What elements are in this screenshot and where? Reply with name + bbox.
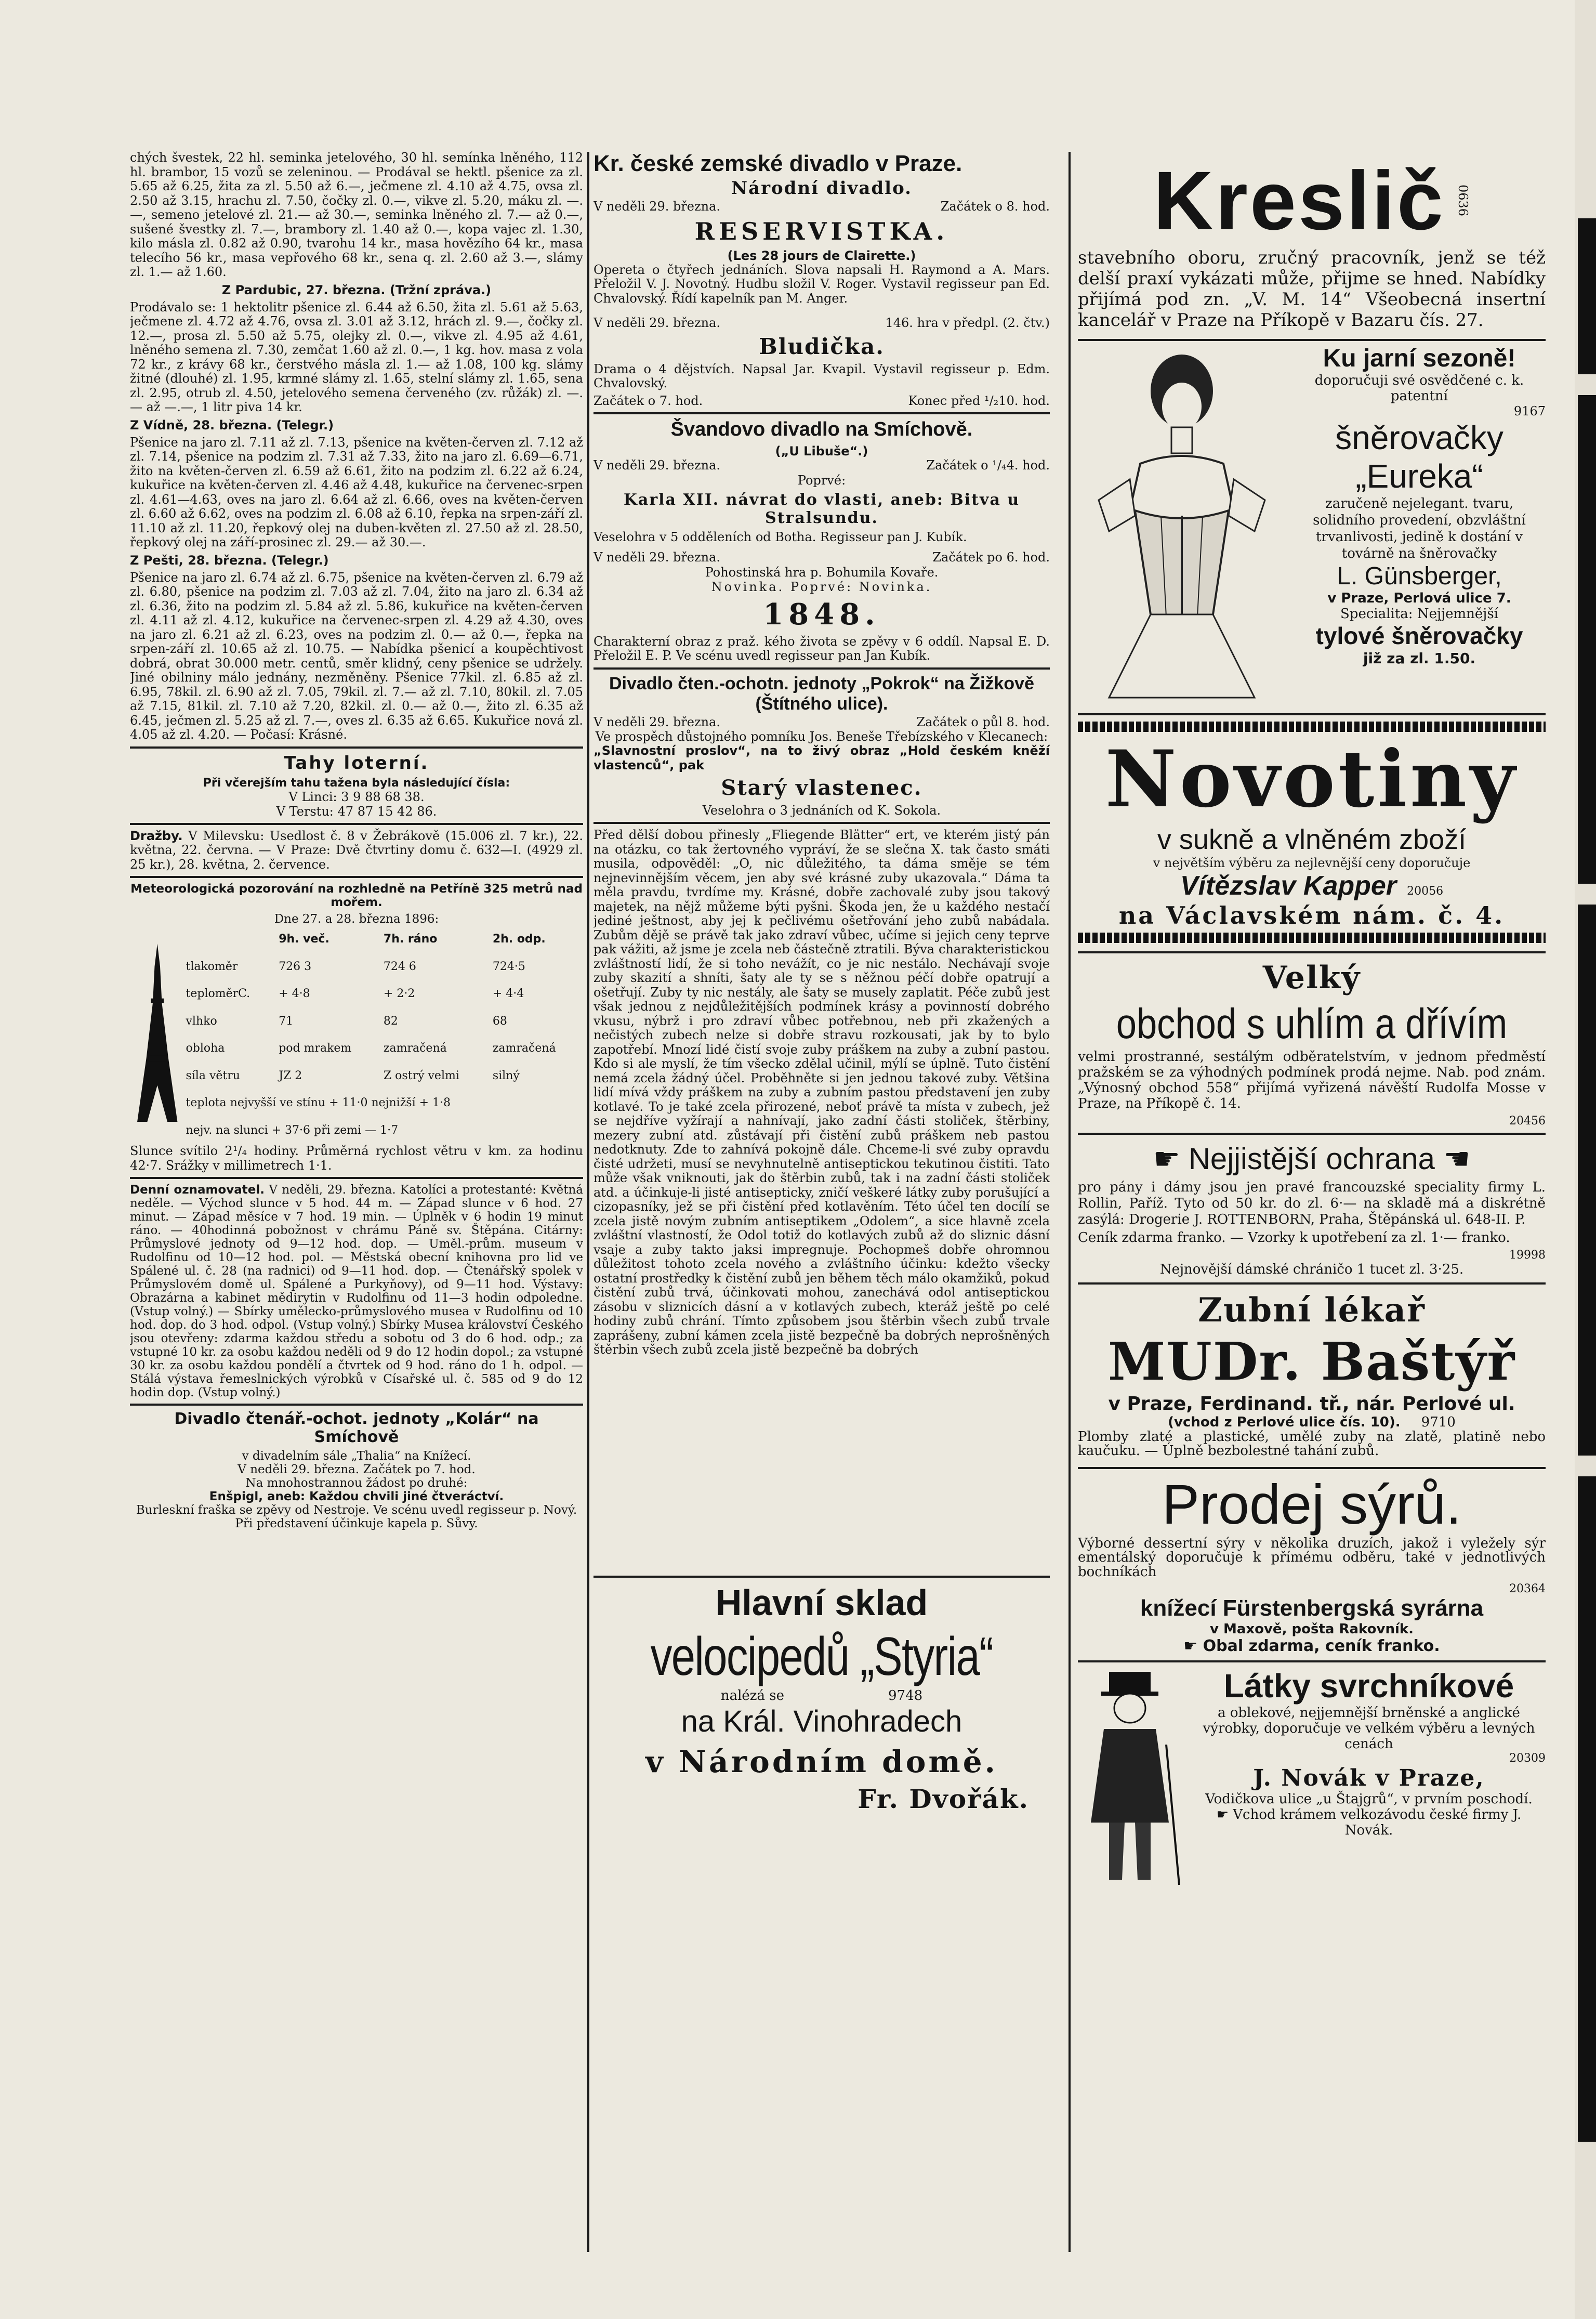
dentist-address: v Praze, Ferdinand. tř., nár. Perlové ul.	[1108, 1393, 1515, 1414]
pardubice-heading: Z Pardubic, 27. března. (Tržní zpráva.)	[221, 282, 492, 297]
pointing-hand-icon: ☛	[1183, 1637, 1198, 1655]
lottery-intro: Při včerejším tahu tažena byla následující čísla:	[203, 776, 510, 790]
ochrana-label: Nejjistější ochrana	[1189, 1142, 1435, 1176]
meteo-col: 2h. odp.	[492, 933, 546, 946]
section-rule	[593, 822, 1050, 824]
svandovo-row: V neděli 29. března. Začátek o ¹/₄4. hod.	[593, 458, 1050, 473]
corset-illustration-icon	[1078, 344, 1286, 708]
dentist-title: Zubní lékař	[1198, 1290, 1426, 1330]
cheese-number: 20364	[1509, 1582, 1546, 1595]
kreslic-title: Kreslič	[1153, 154, 1445, 247]
rollin-ad	[1078, 1135, 1546, 1285]
dentist-text: Plomby zlaté a plastické, umělé zuby na zlatě, platině nebo kaučuku. — Úplně bezbolestné tahání zubů.	[1078, 1429, 1546, 1459]
corsets-title: šněrovačky	[1335, 419, 1503, 456]
price-line: již za zl. 1.50.	[1363, 650, 1476, 667]
section-rule	[593, 1576, 1050, 1578]
ochrana-novelty: Nejnovější dámské chráničo 1 tucet zl. 3·25.	[1159, 1261, 1464, 1277]
cheese-text: Výborné dessertní sýry v několika druzích, jakož i vyležely sýr ementálský doporučuje k přímému odběru, také v jednotlivých bochníkách	[1078, 1535, 1546, 1580]
kreslic-ad	[1078, 151, 1546, 341]
theatre-title: Kr. české zemské divadlo v Praze.	[593, 151, 962, 176]
national-theatre: Národní divadlo.	[731, 178, 913, 199]
vinohrady-row: V neděli 29. března. 146. hra v předpl. (2. čtv.)	[593, 316, 1050, 330]
adjacent-page-strip	[1578, 218, 1596, 2142]
play-1848-text: Charakterní obraz z praž. kého života se zpěvy v 6 oddíl. Napsal E. D. Přeložil E. P. Ve scénu uvedl regisseur pan Jan Kubík.	[593, 634, 1050, 663]
market-report: chých švestek, 22 hl. seminka jetelového, 30 hl. semínka lněného, 112 hl. brambor, 15 vozů se zeleninou. — Prodával se hektl. pšenice za zl. 5.65 až 6.25, žita za zl. 5.50 až 6.—, ječmene zl. 4.10 až 4.75, ovsa zl. 2.50 až 3.15, hrachu zl. 7.50, čočky zl. 0.—, vikve zl. 5.20, máku zl. —.—, semeno jetelové zl. 21.— až 30.—, seminka lněného zl. 7.— až 0.—, sušené švestky zl. 7.—, brambory zl. 1.40 až 0.—, kopa vajec zl. 1.30, kilo másla zl. 0.82 až 0.90, tvarohu 14 kr., masa hovězího 64 kr., masa telecího 56 kr., masa vepřového 68 kr., sena q. zl. 2.60 až 3.—, slámy zl. 1.— až 1.60.	[130, 151, 583, 279]
stary-title: Starý vlastenec.	[721, 776, 922, 800]
pointing-hand-icon: ☛	[1216, 1807, 1229, 1823]
column-rule	[1069, 152, 1071, 2252]
ochrana-cenik: Ceník zdarma franko. — Vzorky k upotřebení za zl. 1·— franko.	[1078, 1230, 1510, 1246]
bludicka-text: Drama o 4 dějstvích. Napsal Jar. Kvapil. Vystavil regisseur p. Edm. Chvalovský.	[593, 361, 1050, 390]
section-rule	[130, 746, 583, 749]
national-row: V neděli 29. března. Začátek o 8. hod.	[593, 199, 1050, 214]
cheese-note: ☛ Obal zdarma, ceník franko.	[1183, 1637, 1440, 1655]
svandovo-subtitle: („U Libuše“.)	[775, 444, 868, 458]
gunsberger-name: L. Günsberger,	[1337, 562, 1502, 590]
coal-ad	[1078, 953, 1546, 1135]
kolar-line: Burleskní fraška se zpěvy od Nestroje. Ve scénu uvedl regisseur p. Nový.	[136, 1503, 577, 1517]
decor-bar	[1078, 722, 1546, 732]
novak-entrance: ☛ Vchod krámem velkozávodu české firmy J. Novák.	[1216, 1807, 1522, 1838]
section-rule	[130, 823, 583, 825]
kapper-address: na Václavském nám. č. 4.	[1118, 901, 1505, 929]
bludicka-title: Bludička.	[759, 333, 885, 359]
lottery-linz: V Linci: 3 9 88 68 38.	[288, 789, 425, 804]
eureka-text: zaručeně nejelegant. tvaru, solidního provedení, obzvláštní trvanlivosti, jedině k dostání v továrně na šněrovačky	[1313, 496, 1526, 561]
ochrana-number: 19998	[1509, 1248, 1546, 1262]
kolar-line: Při představení účinkuje kapela p. Sůvy.	[235, 1517, 478, 1530]
meteo-block	[130, 926, 583, 1144]
gentleman-figure-icon	[1078, 1667, 1187, 1890]
meteo-row: obloha pod mrakem zamračená zamračená	[186, 1042, 556, 1055]
tulle-corsets: tylové šněrovačky	[1315, 622, 1523, 649]
novak-address: Vodičkova ulice „u Štajgrů“, v prvním poschodí.	[1205, 1791, 1533, 1807]
kolar-line: V neděli 29. března. Začátek po 7. hod.	[238, 1463, 476, 1476]
latky-text: a oblekové, nejjemnější brněnské a anglické výrobky, doporučuje ve velkém výběru a levných cenách	[1203, 1705, 1535, 1752]
column-2	[593, 151, 1050, 2256]
guest-text: Pohostinská hra p. Bohumila Kovaře.	[705, 565, 939, 580]
meteo-table	[184, 926, 583, 1144]
novotiny-sub: v sukně a vlněném zboží	[1157, 824, 1467, 855]
vienna-heading: Z Vídně, 28. března. (Telegr.)	[130, 417, 334, 433]
velky-title: Velký	[1262, 960, 1361, 996]
stary-text: Veselohra o 3 jednáních od K. Sokola.	[702, 803, 941, 818]
section-rule	[130, 876, 583, 878]
pest-report: Pšenice na jaro zl. 6.74 až zl. 6.75, pšenice na květen-červen zl. 6.79 až zl. 6.80, pšenice na podzim zl. 7.03 až zl. 7.04, žito na jaro zl. 6.34 až zl. 6.36, žito na podzim zl. 5.84 až zl. 5.86, kukuřice na květen-červen zl. 4.11 až zl. 4.12, kukuřice na červenec-srpen zl. 4.29 až 4.30, oves na jaro zl. 6.21 až zl. 6.23, oves na podzim zl. 0.— až 0.—, řepka na srpen-září zl. 10.65 až zl. 10.75. — Nabídka pšenicí a koupěchtivost dobrá, obrat 30.000 metr. centů, směr klidný, ceny pšenice se udržely. Jiné obilniny málo jednány, nezměněny. Pšenice 77kil. zl. 6.85 až zl. 6.95, 78kil. zl. 6.90 až zl. 7.05, 79kil. zl. 7.— až zl. 7.10, 80kil. zl. 7.05 až 7.15, 81kil. zl. 7.10 až 7.20, 82kil. zl. 0.— až 0.—, žito zl. 6.35 až 6.45, ječmen zl. 5.25 až zl. 7.—, oves zl. 6.35 až 6.65. Kukuřice nová zl. 4.05 až zl. 4.20. — Počasí: Krásné.	[130, 570, 583, 742]
dentist-ad	[1078, 1285, 1546, 1469]
dentist-name: MUDr. Baštýř	[1107, 1330, 1516, 1392]
styria-row: nalézá se 9748	[720, 1688, 923, 1704]
odol-article: Před dělší dobou přinesly „Fliegende Blätter“ ert, ve kterém jistý pán na otázku, co tak žertovného vypráví, že se slečna X. tak často smáti musila, odpověděl: „O, nic důležitého, ta dáma směje se tém nejnevinnějším věcem, jen aby své krásné zuby ukazovala.“ Dáma ta měla pravdu, tvrdíme my. Krásné, dobře zachovalé zuby jsou takový majetek, na nějž můžeme býti pyšni. Škoda jen, že u každého nestačí jediné ještnost, aby jej k pečlivému ošetřování jeho zubů nabádala. Zubům dějě se právě tak jako zdraví vůbec, učíme si jejich ceny teprve pak vážiti, až jsme je zcela neb částečně ztratili. Býva charakteristickou zvláštností lidí, že si toho nevážít, co je nic nestálo. Nechávají svoje zuby skazití a shníti, šaty ale ty se s něžnou péčí dobře opatrují a ošetřují. Zuby ty nic nestály, ale šaty se musely zaplatit. Péče zubů jest však jednou z nejdůležitějších podmínek krásy a povinností dobrého vkusu, nýbrž i pro zdraví vůbec potřebnou, neb při zkažených a nečistých zubech nelze si dobře stravu rozkousati, jak by to bylo zapotřebí. Mnozí lidé čistí svoje zuby práškem na zuby a zubní pastou. Kdo si ale myslí, že tím všecko zdělal učinil, mýlí se úplně. Tuto čistění nemá zcela žádný účel. Proběhněte si jen jednou takové zuby. Většina lidí mívá vždy práškem na zuby a zubním pastou představení jen zuby kotlavé. To je také zcela přirozené, neboť právě ta místa v zubech, jež se nejdříve vyžírají a nahnívají, jako zadní části stoliček, štěrbiny, mezery zubní atd. zůstávají při čistění zubů práškem neb pastou nedotknuty. Zde to zahnívá pokojně dále. Chceme-li své zuby opravdu čisté udržeti, musí se nevyhnutelně antiseptickou tekutinou čistiti. Tato může však vniknouti, jak do štěrbin zubů, tak i na zadní části stoliček atd. a účinkuje-li jisté antisepticky, zničí veškeré látky zuby porušující a cizopasníky, jež se při čistění před kotlavěním. Této účel ten docílí se zcela jistě novým zubním antiseptikem „Odolem“, a sice hlavně zcela zvláštní vlastností, že Odol totiž do kotlavých zubů až do sliznic dásní vsaje a zuby takto jaksi impregnuje. Pochopmeš dobře ohromnou důležitost tohoto zcela nového a zvláštního účinku: kdežto všecky ostatní prostředky k čistění zubů jen během těch málo okamžiků, pokud čistění zubů trvá, účinkovati mohou, zanechává odol antiseptickou zásobu v sliznicích dásní a v kotlavých zubech, kteráž ještě po celé hodiny zubů chrání. Tímto způsobem jsou štěrbin všech zubů trvale zaprášeny, zubní kámen zcela jistě bezpečně ba dobrých neprošněných štěrbin všech zubů zcela jistě bezpečně ba dobrých	[593, 828, 1050, 1357]
kolar-line: v divadelním sále „Thalia“ na Knížecí.	[242, 1449, 471, 1463]
dentist-number: 9710	[1421, 1414, 1456, 1430]
narodni-dum-line: v Národním domě.	[645, 1744, 998, 1779]
novotiny-ad	[1078, 715, 1546, 953]
cheese-dairy: knížecí Fürstenbergská syrárna	[1140, 1595, 1484, 1621]
pest-heading: Z Pešti, 28. března. (Telegr.)	[130, 553, 329, 568]
section-rule	[130, 1177, 583, 1179]
pardubice-report: Prodávalo se: 1 hektolitr pšenice zl. 6.44 až 6.50, žita zl. 5.61 až 5.63, ječmene zl. 4.72 až 4.76, ovsa zl. 3.01 až 3.12, hrách zl. 9.—, čočky zl. 12.—, prosa zl. 5.50 až 5.75, olejky zl. 0.—, vikve zl. 4.95 až 4.61, lněného semena zl. 7.30, zemčat 1.60 až zl. 0.—, 1 kg. hov. masa z vola 72 kr., z krávy 68 kr., čerstvého másla zl. 1.— až 1.08, 100 kg. slámy žitné (dlouhé) zl. 1.95, krmné slámy zl. 1.65, stelní slámy zl. 1.65, sena zl. 2.95, otrub zl. 4.50, jetelového semena červeného (zv. růžák) zl. —.— až —.—, 1 litr piva 14 kr.	[130, 299, 583, 414]
auction-text: V Milevsku: Usedlost č. 8 v Žebrákově (15.006 zl. 7 kr.), 22. května, 22. června. — V Praze: Dvě čtvrtiny domu č. 632—I. (4929 zl. 25 kr.), 28. května, 2. července.	[130, 828, 583, 872]
hlavni-sklad-title: Hlavní sklad	[715, 1582, 928, 1623]
eureka-number: 9167	[1513, 404, 1546, 418]
reservistka-text: Opereta o čtyřech jednáních. Slova napsali H. Raymond a A. Mars. Přeložil V. J. Novotný. Hudbu složil V. Roger. Vystavil regisseur pan Ed. Chvalovský. Řídí kapelník pan M. Anger.	[593, 262, 1050, 306]
pointing-hand-icon: ☛	[1153, 1142, 1180, 1176]
daily-text: V neděli, 29. března. Katolíci a protestanté: Květná neděle. — Východ slunce v 5 hod. 44 m. — Západ slunce v 6 hod. 27 minut. — Západ měsíce v 7 hod. 19 min. — Úplněk v 6 hodin 19 minut ráno. — 40hodinná pobožnost v chrámu Páně sv. Štěpána. Citárny: Průmyslové jednoty od 9—12 hod. dop. — Uměl.-prům. museum v Rudolfinu od 10—12 hod. pol. — Městská obecní knihovna pro lid ve Spálené ul. č. 28 (na radnici) od 9—11 hod. dop. — Čtenářský spolek v Průmyslovém domě ul. Spálené a Purkyňovy), od 9—11 hod. Výstavy: Obrazárna a kabinet mědirytin v Rudolfinu od 11—3 hodin odpoledne. (Vstup volný.) — Sbírky umělecko-průmyslového musea v Rudolfinu od 10 hod. dop. do 3 hod. odpol. (Vstup volný.) Sbírky Musea království Českého jsou otevřeny: zdarma každou středu a sobotu od 3 do 6 hod. odp.; za vstupné 10 kr. za osobu každou neděli od 9 do 12 hodin dopol.; za vstupné 30 kr. za osobu každou pondělí a čtvrtek od 9 hod. ráno do 1 h. odpol. — Stálá výstava řemeslnických výrobků v Císařské ul. č. 585 od 9 do 12 hodin dop. (Vstup volný.)	[130, 1183, 583, 1399]
strip-gap	[1578, 374, 1596, 395]
meteo-col: 7h. ráno	[383, 933, 438, 946]
pokrok-title: Divadlo čten.-ochotn. jednoty „Pokrok“ na Žižkově (Štítného ulice).	[609, 673, 1034, 714]
novinka-line: Novinka. Poprvé: Novinka.	[711, 579, 932, 594]
pokrok-prolog: „Slavnostní proslov“, na to živý obraz „Hold českém kněží vlastenců“, pak	[593, 743, 1050, 772]
coal-text: velmi prostranné, sestálým odběratelstvím, v jednom předměstí pražském se za výhodných podmínek prodá nejme. Nab. pod znám. „Výnosný obchod 558“ přijímá vyřizená návěští Rudolfa Mosse v Praze, na Příkopě č. 14.	[1078, 1049, 1546, 1111]
gunsberger-address: v Praze, Perlová ulice 7.	[1327, 591, 1511, 606]
karla-text: Veselohra v 5 odděleních od Botha. Regisseur pan J. Kubík.	[593, 529, 967, 544]
section-rule	[130, 1404, 583, 1406]
petrin-tower-icon	[130, 926, 184, 1144]
guest-row: V neděli 29. března. Začátek po 6. hod.	[593, 550, 1050, 565]
latky-number: 20309	[1509, 1752, 1546, 1765]
eureka-ad	[1078, 341, 1546, 715]
meteo-row: tlakoměr 726 3 724 6 724·5	[186, 960, 525, 973]
cheese-address: v Maxově, pošta Rakovník.	[1209, 1621, 1414, 1637]
section-rule	[593, 412, 1050, 414]
kapper-name: Vítězslav Kapper	[1180, 871, 1397, 901]
ochrana-title	[1078, 1141, 1546, 1176]
column-rule	[587, 152, 589, 2252]
styria-title: velocipedů „Styria“	[650, 1627, 993, 1687]
meteo-col: 9h. več.	[279, 933, 329, 946]
vienna-report: Pšenice na jaro zl. 7.11 až zl. 7.13, pšenice na květen-červen zl. 7.12 až zl. 7.14, pšenice na podzim zl. 7.31 až 7.33, žito na jaro zl. 6.69—6.71, žito na květen-červen zl. 6.59 až 6.61, žito na podzim zl. 6.22 až 6.24, kukuřice na květen-červen zl. 4.46 až 4.48, kukuřice na červenec-srpen zl. 4.61—4.63, oves na jaro zl. 6.64 až zl. 6.66, oves na květen-červen zl. 6.60 až 6.62, oves na podzim zl. 6.08 až 6.10, řepka na srpen-září zl. 11.10 až zl. 11.20, řepkový olej na duben-květen zl. 27.50 až zl. 28.50, řepkový olej na září-prosinec zl. 29.— až 30.—.	[130, 435, 583, 549]
novak-name: J. Novák v Praze,	[1253, 1765, 1485, 1791]
latky-title: Látky svrchníkové	[1223, 1667, 1514, 1705]
decor-bar	[1078, 933, 1546, 943]
novotiny-title: Novotiny	[1105, 733, 1519, 825]
kreslic-text: stavebního oboru, zručný pracovník, jenž se též delší praxí vykázati může, přijme se hned. Nabídky přijímá pod zn. „V. M. 14“ Všeobecná insertní kancelář v Praze na Příkopě v Bazaru čís. 27.	[1078, 247, 1546, 331]
karla-title: Karla XII. návrat do vlasti, aneb: Bitva u Stralsundu.	[623, 490, 1020, 527]
column-1	[130, 151, 583, 2256]
pointing-hand-icon: ☚	[1443, 1142, 1471, 1176]
bludicka-times: Začátek o 7. hod. Konec před ¹/₂10. hod.	[593, 393, 1050, 408]
meteo-date: Dne 27. a 28. března 1896:	[274, 912, 439, 926]
spring-season-title: Ku jarní sezoně!	[1323, 345, 1516, 372]
first-time-label: Poprvé:	[797, 473, 846, 488]
section-rule	[593, 667, 1050, 670]
kolar-line: Enšpigl, aneb: Každou chvili jiné čtveráctví.	[209, 1490, 504, 1503]
lottery-title: Tahy loterní.	[284, 752, 429, 774]
kolar-heading: Divadlo čtenář.-ochot. jednoty „Kolár“ na Smíchově	[174, 1410, 539, 1446]
daily-heading: Denní oznamovatel.	[130, 1183, 265, 1197]
reservistka-subtitle: (Les 28 jours de Clairette.)	[727, 248, 916, 263]
dvorak-signature: Fr. Dvořák.	[858, 1784, 1029, 1814]
novak-ad	[1078, 1662, 1546, 1890]
meteo-extra: nejv. na slunci + 37·6 při zemi — 1·7	[186, 1123, 399, 1137]
play-1848-title: 1848.	[763, 597, 880, 632]
reservistka-title: RESERVISTKA.	[694, 217, 949, 245]
dentist-entrance: (vchod z Perlové ulice čís. 10).	[1168, 1414, 1401, 1430]
cheese-title: Prodej sýrů.	[1162, 1472, 1462, 1536]
coal-number: 20456	[1509, 1115, 1546, 1128]
eureka-recommend: doporučuji své osvědčené c. k. patentní	[1314, 373, 1524, 404]
meteo-row: síla větru JZ 2 Z ostrý velmi silný	[186, 1069, 520, 1082]
auction-heading: Dražby.	[130, 828, 183, 843]
meteo-title: Meteorologická pozorování na rozhledně na Petříně 325 metrů nad mořem.	[130, 882, 583, 909]
cheese-ad	[1078, 1469, 1546, 1663]
meteo-extra: teplota nejvyšší ve stínu + 11·0 nejnižší + 1·8	[186, 1096, 451, 1110]
ochrana-text: pro pány i dámy jsou jen pravé francouzské speciality firmy L. Rollin, Paříž. Tyto od 50 kr. do zl. 6·— na skladě má a diskrétně zasýlá: Drogerie J. ROTTENBORN, Praha, Štěpánská ul. 648-II. P.	[1078, 1180, 1546, 1227]
novotiny-text: v největším výběru za nejlevnější ceny doporučuje	[1153, 856, 1471, 870]
meteo-row: teploměrC. + 4·8 + 2·2 + 4·4	[186, 987, 524, 1001]
pokrok-benefit: Ve prospěch důstojného pomníku Jos. Beneše Třebízského v Klecanech:	[595, 729, 1048, 744]
strip-gap	[1578, 1456, 1596, 1476]
kreslic-number: 0636	[1455, 185, 1470, 217]
pokrok-row: V neděli 29. března. Začátek o půl 8. hod.	[593, 714, 1050, 729]
coal-title: obchod s uhlím a dřívím	[1116, 1000, 1508, 1047]
meteo-row: vlhko 71 82 68	[186, 1014, 507, 1028]
kolar-line: Na mnohostrannou žádost po druhé:	[245, 1476, 468, 1490]
kapper-number: 20056	[1407, 885, 1444, 898]
vinohrady-line: na Král. Vinohradech	[681, 1705, 962, 1738]
strip-gap	[1578, 884, 1596, 905]
lottery-trieste: V Terstu: 47 87 15 42 86.	[276, 804, 437, 819]
column-3	[1078, 151, 1546, 2256]
meteo-summary: Slunce svítilo 2¹/₄ hodiny. Průměrná rychlost větru v km. za hodinu 42·7. Srážky v millimetrech 1·1.	[130, 1144, 583, 1173]
specialita-line: Specialita: Nejjemnější	[1340, 606, 1498, 622]
svandovo-title: Švandovo divadlo na Smíchově.	[670, 418, 973, 440]
eureka-title: „Eureka“	[1355, 457, 1483, 495]
